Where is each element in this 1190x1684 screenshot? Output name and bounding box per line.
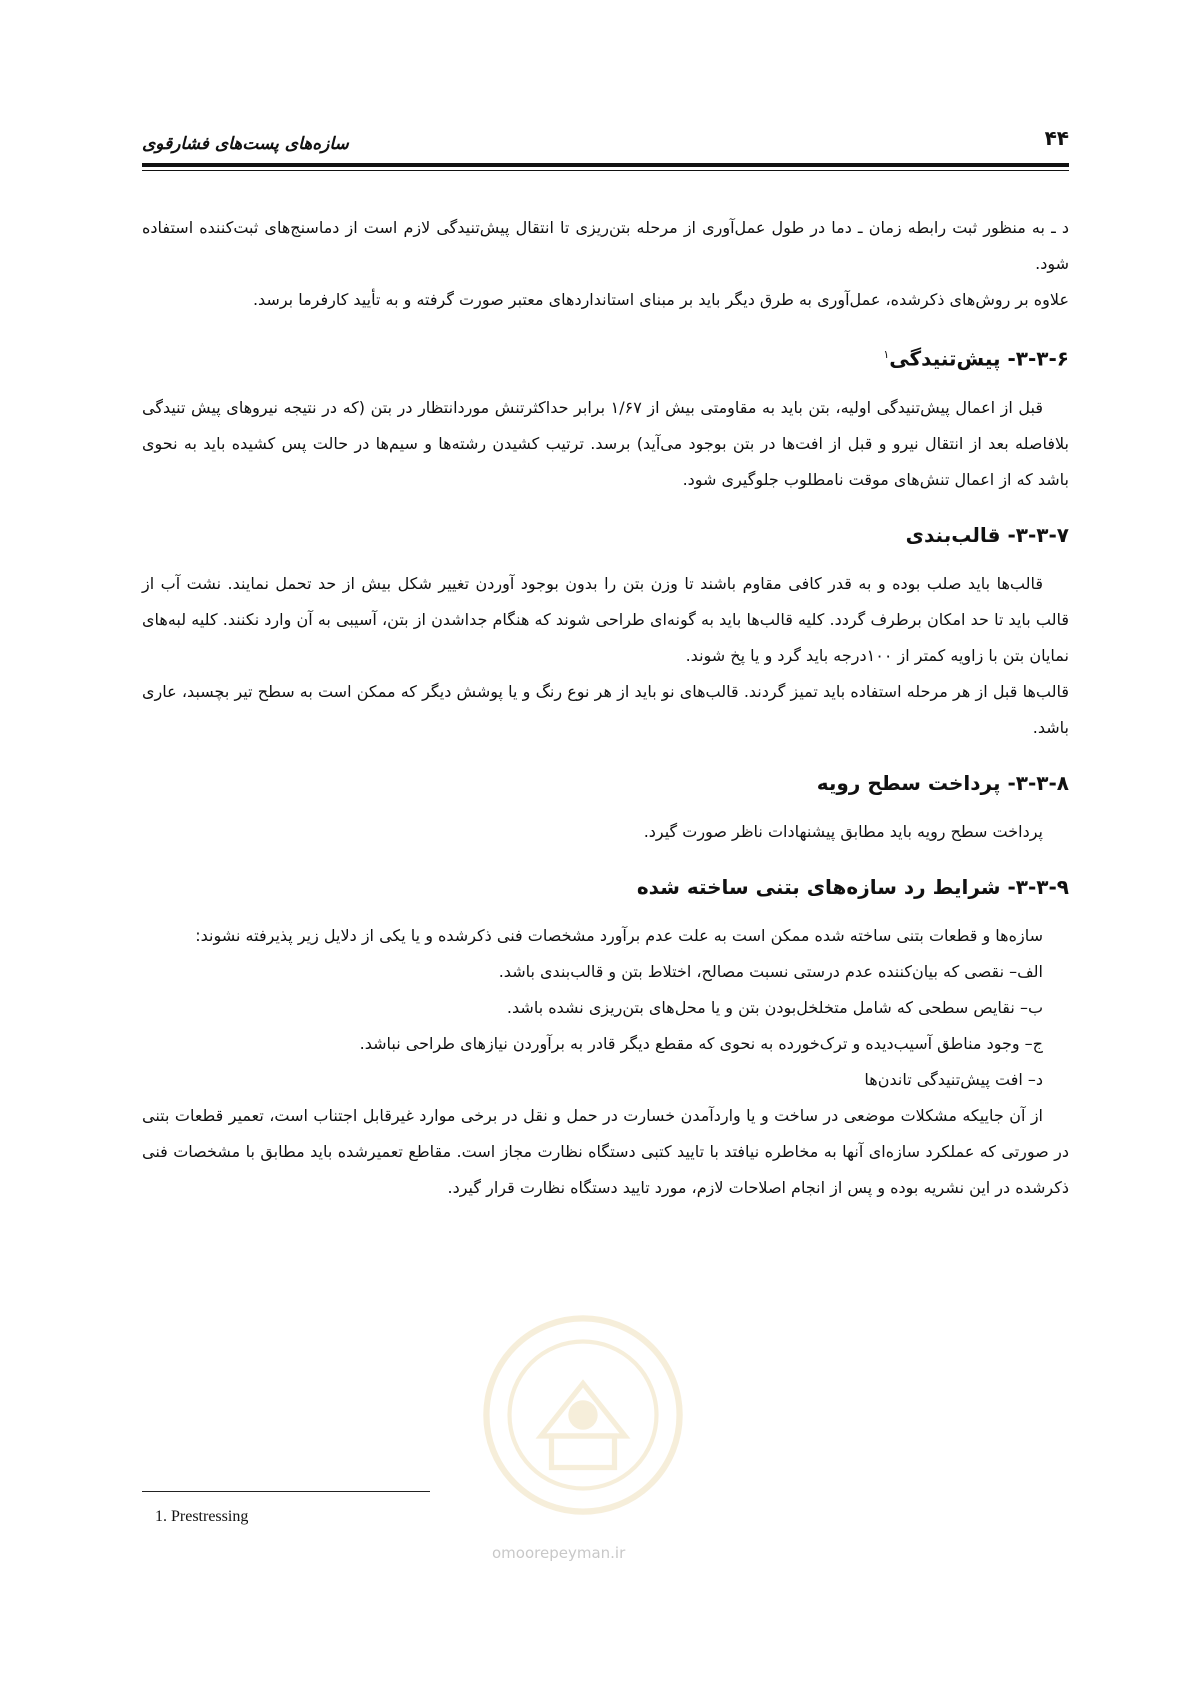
paragraph-section-7-a: قالب‌ها باید صلب بوده و به قدر کافی مقاوم باشند تا وزن بتن را بدون بوجود آوردن تغییر شکل بیش از حد تحمل نمایند. نشت آب از قالب باید تا حد امکان برطرف گردد. کلیه قالب‌ها باید به گونه‌ای طراحی شوند که هنگام جداشدن از بتن، آسیبی به آن وارد نکنند. کلیه لبه‌های نمایان بتن با زاویه کمتر از ۱۰۰درجه باید گرد و یا پخ شوند. [142,573,1069,665]
watermark-logo-icon [478,1310,688,1520]
heading-section-7: ۳-۳-۷- قالب‌بندی [905,522,1069,547]
list-item: ب– نقایص سطحی که شامل متخلخل‌بودن بتن و یا محل‌های بتن‌ریزی نشده باشد. [506,997,1043,1017]
page-header [142,118,1069,158]
paragraph-section-8: پرداخت سطح رویه باید مطابق پیشنهادات ناظر صورت گیرد. [643,821,1043,841]
list-item: د– افت پیش‌تنیدگی تاندن‌ها [864,1069,1043,1089]
list-item: ج– وجود مناطق آسیب‌دیده و ترک‌خورده به نحوی که مقطع دیگر قادر به برآوردن نیازهای طراحی نباشد. [359,1033,1043,1053]
footnote-rule [142,1491,430,1492]
list-item: الف– نقصی که بیان‌کننده عدم درستی نسبت مصالح، اختلاط بتن و قالب‌بندی باشد. [498,961,1043,981]
header-rule-thin [142,170,1069,171]
header-rule-thick [142,163,1069,167]
page-body [142,210,1069,1206]
paragraph-section-6: قبل از اعمال پیش‌تنیدگی اولیه، بتن باید به مقاومتی بیش از ۱/۶۷ برابر حداکثرتنش موردانتظار در بتن (که در نتیجه نیروهای پیش تنیدگی بلافاصله بعد از انتقال نیرو و قبل از افت‌ها در بتن بوجود می‌آید) برسد. ترتیب کشیدن رشته‌ها و سیم‌ها در حالت پس کشیده باید به نحوی باشد که از اعمال تنش‌های موقت نامطلوب جلوگیری شود. [142,397,1069,489]
paragraph-section-9-intro: سازه‌ها و قطعات بتنی ساخته شده ممکن است به علت عدم برآورد مشخصات فنی ذکرشده و یا یکی از دلایل زیر پذیرفته نشوند: [195,925,1043,945]
footnote: 1. Prestressing [155,1508,249,1525]
heading-section-6-text: ۳-۳-۶- پیش‌تنیدگی [889,346,1069,371]
paragraph-d-item: د ـ به منظور ثبت رابطه زمان ـ دما در طول عمل‌آوری از مرحله بتن‌ریزی تا انتقال پیش‌تنیدگی لازم است از دماسنج‌های ثبت‌کننده استفاده شود. [142,218,1069,273]
watermark-url: omoorepeyman.ir [492,1544,626,1562]
heading-section-8: ۳-۳-۸- پرداخت سطح رویه [816,770,1069,795]
paragraph-section-9-closing: از آن جاییکه مشکلات موضعی در ساخت و یا واردآمدن خسارت در حمل و نقل در برخی موارد غیرقابل اجتناب است، تعمیر قطعات بتنی در صورتی که عملکرد سازه‌ای آنها به مخاطره نیافتد با تایید کتبی دستگاه نظارت مجاز است. مقاطع تعمیرشده باید مطابق با مشخصات فنی ذکرشده در این نشریه بوده و پس از انجام اصلاحات لازم، مورد تایید دستگاه نظارت قرار گیرد. [142,1105,1069,1197]
heading-section-9: ۳-۳-۹- شرایط رد سازه‌های بتنی ساخته شده [636,874,1069,899]
paragraph-section-7-b: قالب‌ها قبل از هر مرحله استفاده باید تمیز گردند. قالب‌های نو باید از هر نوع رنگ و یا پوشش دیگر که ممکن است به سطح تیر بچسبد، عاری باشد. [142,681,1069,737]
paragraph-curing-other: علاوه بر روش‌های ذکرشده، عمل‌آوری به طرق دیگر باید بر مبنای استانداردهای معتبر صورت گرفته و به تأیید کارفرما برسد. [252,290,1069,309]
page-number: ۴۴ [1044,126,1069,150]
running-title: سازه‌های پست‌های فشارقوی [142,134,349,154]
heading-section-6 [142,340,1069,374]
footnote-ref: ۱ [883,348,890,361]
